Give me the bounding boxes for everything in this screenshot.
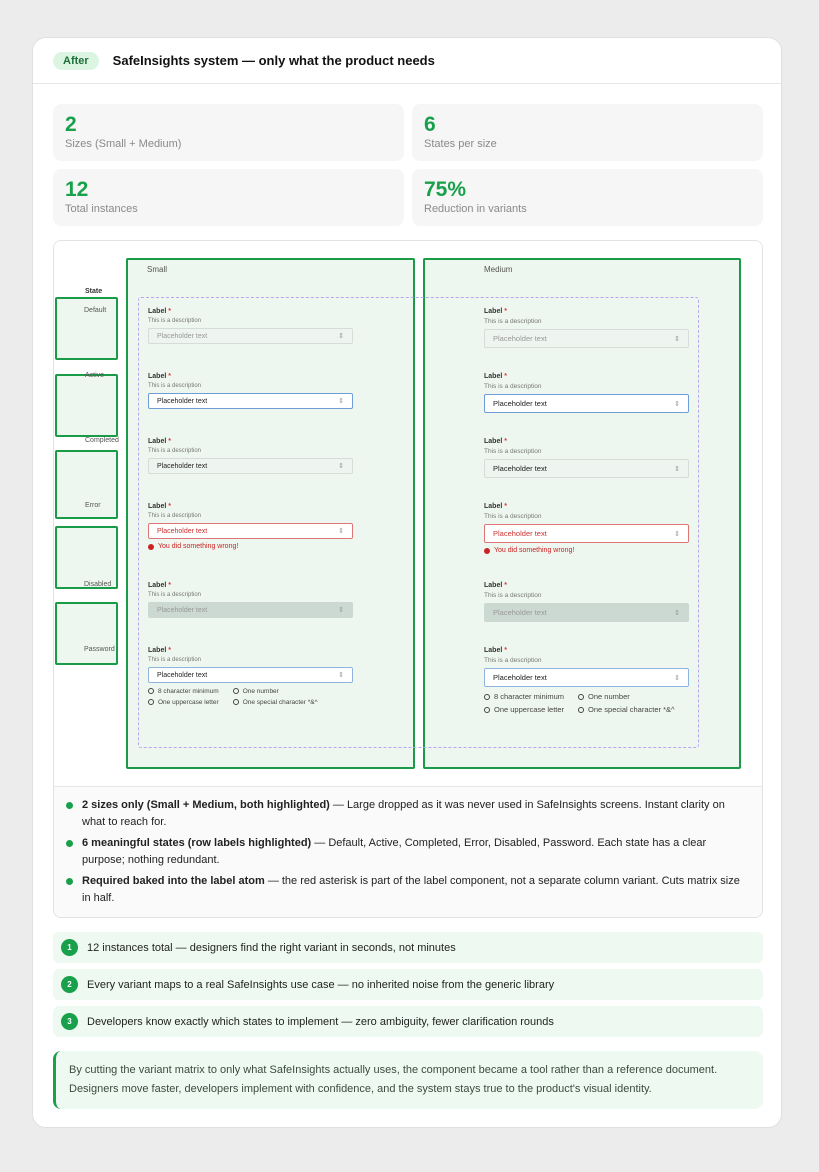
password-rule: One uppercase letter (148, 699, 219, 706)
select-input[interactable] (484, 394, 689, 413)
bullet-text: — Default, Active, Completed, Error, Disabled, Password. Each state has a clear purpose; nothing redundant. (82, 837, 707, 866)
required-asterisk: * (504, 308, 507, 315)
stat-value: 2 (65, 113, 77, 136)
field-description: This is a description (148, 513, 202, 519)
select-input[interactable] (484, 329, 689, 348)
placeholder-text: Placeholder text (157, 332, 208, 340)
stat-label: Sizes (Small + Medium) (65, 138, 182, 150)
bullet-bold: Required baked into the label atom (82, 875, 265, 887)
stat-reduction (412, 169, 763, 226)
chevron-updown-icon: ⇕ (338, 398, 344, 405)
bullet-bold: 6 meaningful states (row labels highlighted) (82, 837, 312, 849)
small-field-default (148, 308, 353, 344)
chevron-updown-icon: ⇕ (674, 530, 680, 538)
select-input[interactable] (148, 393, 353, 409)
check-circle-icon (233, 699, 239, 705)
stat-states (412, 104, 763, 161)
required-asterisk: * (168, 582, 171, 589)
placeholder-text: Placeholder text (493, 464, 547, 473)
select-input[interactable] (484, 459, 689, 478)
state-label-completed: Completed (85, 437, 119, 444)
field-label: Label * (148, 647, 171, 654)
bullet-list (54, 787, 762, 918)
field-label: Label * (484, 438, 507, 445)
placeholder-text: Placeholder text (493, 673, 547, 682)
stat-value: 75% (424, 178, 467, 201)
insight-text: Every variant maps to a real SafeInsights use case — no inherited noise from the generic library (87, 978, 555, 991)
chevron-updown-icon: ⇕ (674, 674, 680, 682)
password-rule: One uppercase letter (484, 705, 564, 714)
error-icon (484, 548, 490, 554)
field-description: This is a description (148, 448, 202, 454)
column-title-medium: Medium (484, 265, 513, 274)
state-label-default: Default (84, 307, 107, 314)
password-rule: One special character *&^ (233, 699, 318, 706)
select-input[interactable] (484, 524, 689, 543)
bullet-dot-icon (66, 840, 73, 847)
required-asterisk: * (504, 373, 507, 380)
after-badge: After (53, 52, 99, 70)
required-asterisk: * (168, 503, 171, 510)
stat-value: 6 (424, 113, 436, 136)
stat-instances (53, 169, 404, 226)
field-label: Label * (148, 582, 171, 589)
select-input[interactable] (484, 668, 689, 687)
select-input[interactable] (148, 458, 353, 474)
field-description: This is a description (148, 592, 202, 598)
small-field-disabled (148, 582, 353, 618)
field-label: Label * (484, 308, 507, 315)
placeholder-text: Placeholder text (157, 527, 208, 535)
bullet-bold: 2 sizes only (Small + Medium, both highlighted) (82, 799, 330, 811)
chevron-updown-icon: ⇕ (338, 607, 344, 614)
field-description: This is a description (484, 657, 542, 664)
bullet-item (66, 797, 750, 831)
stat-label: States per size (424, 138, 497, 150)
placeholder-text: Placeholder text (493, 608, 547, 617)
small-field-password (148, 647, 353, 706)
stats-grid (53, 104, 763, 226)
stat-value: 12 (65, 178, 89, 201)
error-message: You did something wrong! (148, 543, 353, 550)
medium-field-completed (484, 438, 689, 478)
state-label-error: Error (85, 502, 101, 509)
state-label-password: Password (84, 646, 115, 653)
small-field-error (148, 503, 353, 550)
x-circle-icon (484, 707, 490, 713)
number-badge: 1 (61, 939, 78, 956)
field-label: Label * (484, 582, 507, 589)
field-label: Label * (148, 308, 171, 315)
chevron-updown-icon: ⇕ (338, 463, 344, 470)
field-label: Label * (484, 647, 507, 654)
required-asterisk: * (168, 647, 171, 654)
insight-item (53, 1006, 763, 1037)
chevron-updown-icon: ⇕ (338, 672, 344, 679)
check-circle-icon (148, 688, 154, 694)
field-description: This is a description (148, 657, 202, 663)
check-circle-icon (484, 694, 490, 700)
required-asterisk: * (504, 647, 507, 654)
field-label: Label * (148, 438, 171, 445)
medium-field-active (484, 373, 689, 413)
select-input[interactable] (148, 328, 353, 344)
password-rules (148, 688, 353, 706)
medium-field-default (484, 308, 689, 348)
insight-item (53, 969, 763, 1000)
placeholder-text: Placeholder text (493, 334, 547, 343)
field-description: This is a description (484, 592, 542, 599)
stat-sizes (53, 104, 404, 161)
password-rule: 8 character minimum (484, 692, 564, 701)
chevron-updown-icon: ⇕ (674, 335, 680, 343)
state-label-active: Active (85, 372, 105, 379)
x-circle-icon (148, 699, 154, 705)
required-asterisk: * (504, 503, 507, 510)
select-input[interactable] (148, 523, 353, 539)
required-asterisk: * (168, 438, 171, 445)
state-title: State (85, 288, 103, 295)
required-asterisk: * (168, 308, 171, 315)
summary-quote: By cutting the variant matrix to only what SafeInsights actually uses, the component became a tool rather than a reference document. Designers move faster, developers implement with confidence, and the system stays true to the product's visual identity. (53, 1051, 763, 1109)
field-description: This is a description (148, 318, 202, 324)
state-row-highlight (55, 526, 118, 589)
medium-field-error (484, 503, 689, 554)
state-row-highlight (55, 374, 118, 437)
field-label: Label * (484, 373, 507, 380)
password-rules (484, 692, 689, 714)
placeholder-text: Placeholder text (157, 462, 208, 470)
number-badge: 2 (61, 976, 78, 993)
bullet-item (66, 873, 750, 907)
select-input (148, 602, 353, 618)
bullet-text: — the red asterisk is part of the label component, not a separate column variant. Cuts matrix size in half. (82, 875, 740, 904)
medium-field-disabled (484, 582, 689, 622)
password-rule: 8 character minimum (148, 688, 219, 695)
field-label: Label * (148, 503, 171, 510)
required-asterisk: * (504, 582, 507, 589)
password-rule: One number (233, 688, 318, 695)
small-field-completed (148, 438, 353, 474)
select-input[interactable] (148, 667, 353, 683)
field-description: This is a description (484, 318, 542, 325)
field-description: This is a description (148, 383, 202, 389)
check-circle-icon (578, 707, 584, 713)
error-message: You did something wrong! (484, 547, 689, 554)
insights-list (53, 932, 763, 1043)
required-asterisk: * (168, 373, 171, 380)
placeholder-text: Placeholder text (493, 529, 547, 538)
field-label: Label * (484, 503, 507, 510)
insight-text: 12 instances total — designers find the right variant in seconds, not minutes (87, 941, 456, 954)
state-label-disabled: Disabled (84, 581, 112, 588)
medium-field-password (484, 647, 689, 714)
field-description: This is a description (484, 383, 542, 390)
chevron-updown-icon: ⇕ (674, 609, 680, 617)
insight-text: Developers know exactly which states to implement — zero ambiguity, fewer clarification rounds (87, 1015, 554, 1028)
password-rule: One special character *&^ (578, 705, 674, 714)
select-input (484, 603, 689, 622)
stat-label: Total instances (65, 203, 138, 215)
bullet-text: — Large dropped as it was never used in SafeInsights screens. Instant clarity on what to reach for. (82, 799, 725, 828)
column-title-small: Small (147, 265, 168, 274)
card-header (33, 38, 781, 84)
field-description: This is a description (484, 448, 542, 455)
bullet-dot-icon (66, 878, 73, 885)
field-description: This is a description (484, 513, 542, 520)
state-row-highlight (55, 602, 118, 665)
placeholder-text: Placeholder text (157, 671, 208, 679)
error-icon (148, 544, 154, 550)
bullet-item (66, 835, 750, 869)
number-badge: 3 (61, 1013, 78, 1030)
chevron-updown-icon: ⇕ (674, 400, 680, 408)
required-asterisk: * (504, 438, 507, 445)
after-card (32, 37, 782, 1128)
x-circle-icon (233, 688, 239, 694)
bullet-dot-icon (66, 802, 73, 809)
card-title: SafeInsights system — only what the product needs (112, 53, 435, 68)
placeholder-text: Placeholder text (493, 399, 547, 408)
chevron-updown-icon: ⇕ (674, 465, 680, 473)
chevron-updown-icon: ⇕ (338, 333, 344, 340)
placeholder-text: Placeholder text (157, 606, 208, 614)
variant-matrix-figure (53, 240, 763, 918)
small-field-active (148, 373, 353, 409)
stat-label: Reduction in variants (424, 203, 527, 215)
password-rule: One number (578, 692, 674, 701)
insight-item (53, 932, 763, 963)
chevron-updown-icon: ⇕ (338, 528, 344, 535)
placeholder-text: Placeholder text (157, 397, 208, 405)
variant-matrix-image (54, 241, 762, 787)
x-circle-icon (578, 694, 584, 700)
field-label: Label * (148, 373, 171, 380)
